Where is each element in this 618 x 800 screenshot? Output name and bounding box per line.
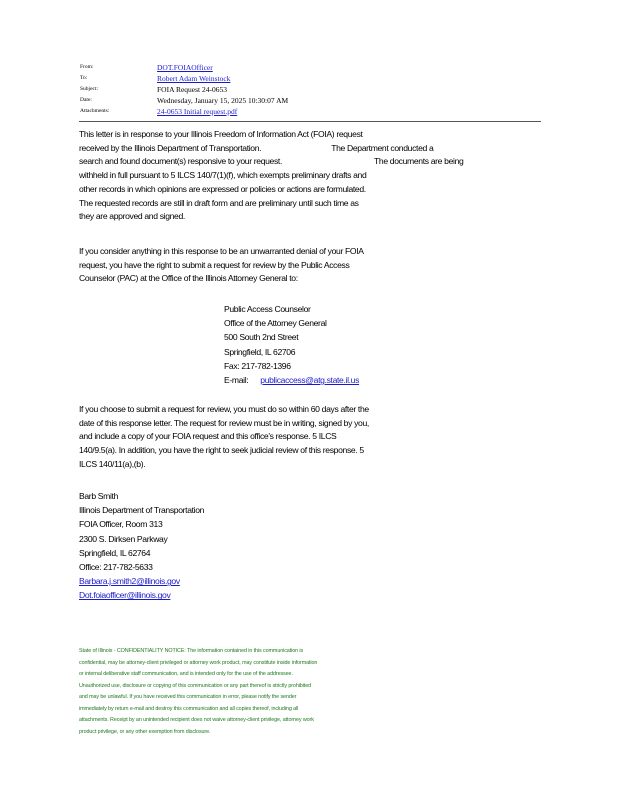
- address-fax: Fax: 217-782-1396: [224, 360, 291, 371]
- address-street: 500 South 2nd Street: [224, 332, 299, 343]
- text-segment: search and found document(s) responsive to your request.: [79, 156, 283, 167]
- text-line: This letter is in response to your Illinois Freedom of Information Act (FOIA) request: [79, 129, 363, 139]
- signer-email-line: [79, 574, 222, 588]
- notice-line: State of Illinois - CONFIDENTIALITY NOTICE: The information contained in this communication is: [79, 648, 304, 654]
- address-name: Public Access Counselor: [224, 304, 311, 314]
- text-line: If you choose to submit a request for review, you must do so within 60 days after the: [79, 404, 369, 414]
- header-attachments-row: [80, 106, 540, 117]
- signature-block: [79, 489, 222, 603]
- text-line: The requested records are still in draft form and are preliminary until such time as: [79, 197, 359, 208]
- paragraph-response: [79, 128, 499, 224]
- foia-email-line: [79, 588, 222, 602]
- notice-line: and may be unlawful. If you have received this communication in error, please notify the sender: [79, 694, 297, 700]
- paragraph-review-rights: [79, 245, 499, 286]
- to-value-link[interactable]: Robert Adam Weinstock: [157, 74, 231, 83]
- subject-label: Subject:: [80, 86, 99, 92]
- notice-line: attachments. Receipt by an unintended recipient does not waive attorney-client privilege, attorney work: [79, 717, 314, 723]
- signer-title: FOIA Officer, Room 313: [79, 519, 163, 530]
- text-segment: received by the Illinois Department of Transportation.: [79, 142, 262, 153]
- header-subject-row: [80, 84, 540, 95]
- from-value-link[interactable]: DOT.FOIAOfficer: [157, 63, 213, 72]
- text-line: Counselor (PAC) at the Office of the Illinois Attorney General to:: [79, 273, 298, 284]
- notice-line: or internal deliberative staff communication, and is intended only for the use of the addressee.: [79, 671, 293, 677]
- signer-email-link[interactable]: Barbara.j.smith2@illinois.gov: [79, 576, 180, 587]
- signer-name: Barb Smith: [79, 491, 119, 501]
- header-divider: [79, 121, 541, 122]
- signer-street: 2300 S. Dirksen Parkway: [79, 533, 168, 544]
- email-header: [80, 62, 540, 117]
- notice-line: Unauthorized use, disclosure or copying of this communication or any part thereof is strictly prohibited: [79, 682, 311, 689]
- notice-line: immediately by return e-mail and destroy this communication and all copies thereof, including all: [79, 705, 299, 712]
- text-line: request, you have the right to submit a request for review by the Public Access: [79, 259, 350, 270]
- text-segment: The Department conducted a: [331, 142, 434, 153]
- date-value: Wednesday, January 15, 2025 10:30:07 AM: [157, 96, 289, 105]
- to-label: To:: [80, 75, 88, 81]
- attachments-label: Attachments:: [80, 108, 110, 114]
- text-line: withheld in full pursuant to 5 ILCS 140/7(1)(f), which exempts preliminary drafts and: [79, 170, 367, 181]
- subject-value: FOIA Request 24-0653: [157, 85, 227, 94]
- address-city: Springfield, IL 62706: [224, 346, 296, 357]
- text-line: 140/9.5(a). In addition, you have the right to seek judicial review of this response. 5: [79, 445, 364, 456]
- paragraph-deadline: [79, 403, 499, 472]
- header-to-row: [80, 73, 540, 84]
- text-line: other records in which opinions are expressed or policies or actions are formulated.: [79, 183, 366, 194]
- text-line: ILCS 140/11(a),(b).: [79, 458, 146, 469]
- signer-phone: Office: 217-782-5633: [79, 562, 153, 573]
- signer-city: Springfield, IL 62764: [79, 547, 151, 558]
- notice-line: confidential, may be attorney-client privileged or attorney work product, may constitute inside information: [79, 659, 318, 666]
- pac-address-block: [224, 302, 385, 387]
- text-segment: The documents are being: [374, 156, 464, 167]
- text-line: [79, 155, 499, 169]
- text-line: date of this response letter. The request for review must be in writing, signed by you,: [79, 417, 369, 428]
- text-line: and include a copy of your FOIA request and this office's response. 5 ILCS: [79, 431, 337, 442]
- from-label: From:: [80, 64, 94, 70]
- confidentiality-notice: [79, 646, 369, 738]
- email-label: E-mail:: [224, 375, 249, 386]
- header-date-row: [80, 95, 540, 106]
- address-office: Office of the Attorney General: [224, 318, 327, 329]
- signer-dept: Illinois Department of Transportation: [79, 505, 205, 516]
- attachment-link[interactable]: 24-0653 Initial request.pdf: [157, 107, 238, 116]
- text-line: [79, 142, 499, 156]
- foia-email-link[interactable]: Dot.foiaofficer@illinois.gov: [79, 590, 171, 601]
- date-label: Date:: [80, 97, 92, 103]
- text-line: they are approved and signed.: [79, 211, 185, 222]
- pac-email-link[interactable]: publicaccess@atg.state.il.us: [260, 375, 360, 386]
- address-email-line: [224, 373, 385, 387]
- text-line: If you consider anything in this response to be an unwarranted denial of your FOIA: [79, 246, 364, 256]
- notice-line: product privilege, or any other exemption from disclosure.: [79, 728, 211, 735]
- header-from-row: [80, 62, 540, 73]
